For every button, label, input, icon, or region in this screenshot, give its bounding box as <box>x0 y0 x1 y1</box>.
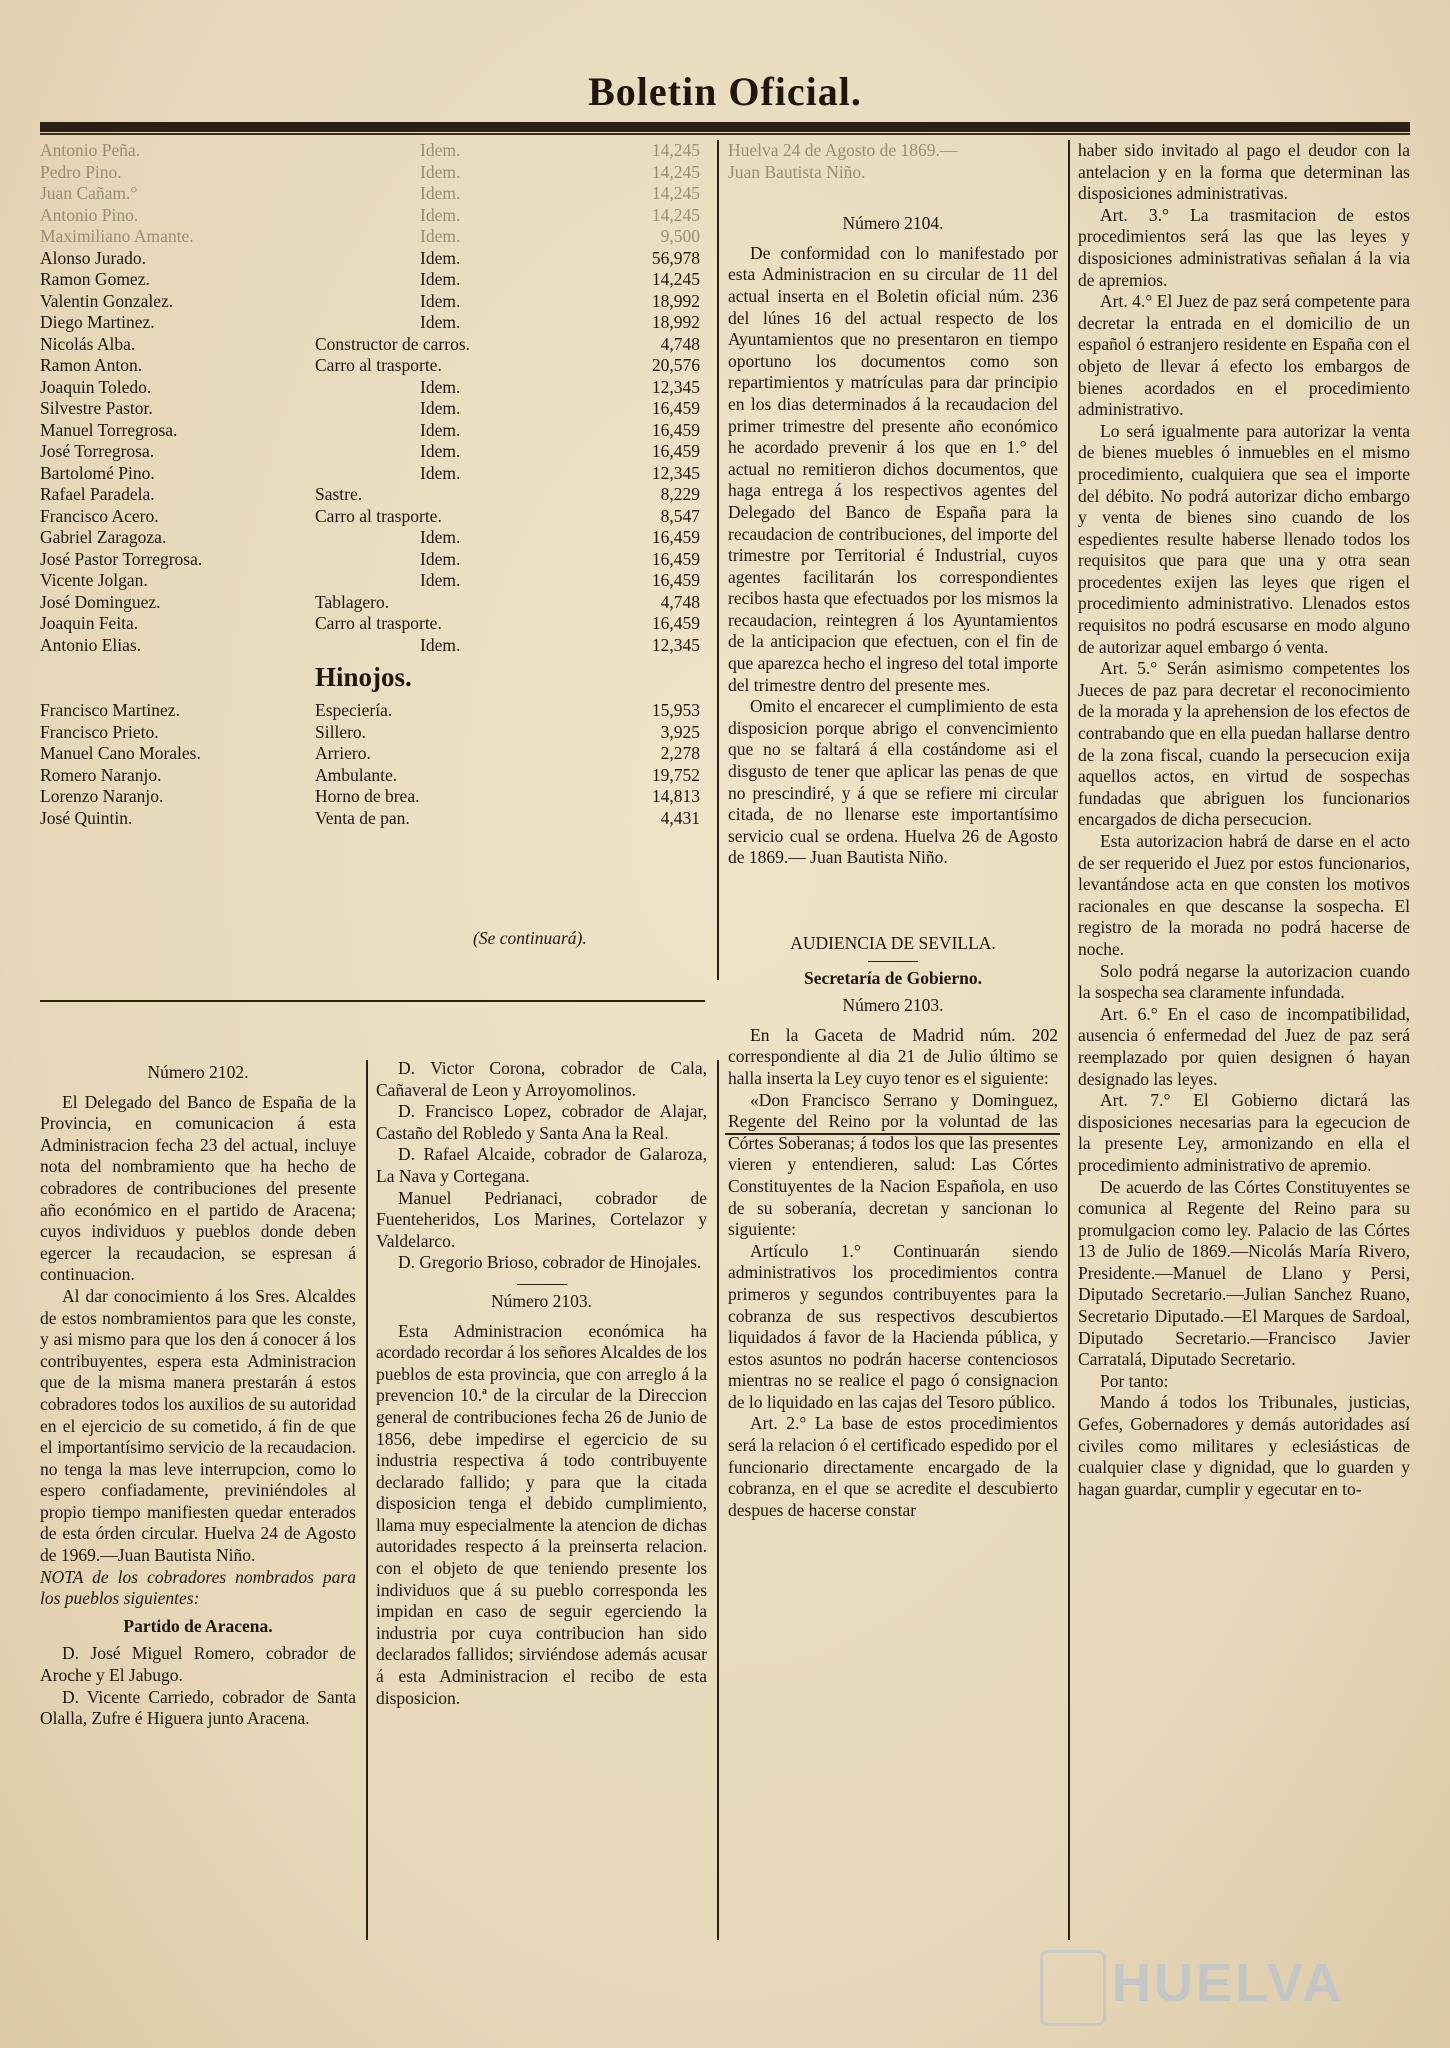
amount: 9,500 <box>660 226 700 246</box>
notice-number: Número 2103. <box>490 1290 593 1311</box>
occupation: Idem. <box>420 226 461 246</box>
collector: D. Gregorio Brioso, cobrador de Hinojales. <box>398 1252 702 1273</box>
notice-number: Número 2102. <box>147 1062 249 1082</box>
occupation: Idem. <box>420 634 461 655</box>
collector: D. Francisco Lopez, cobrador de Alajar, Castaño del Robledo y Santa Ana la Real. <box>376 1101 707 1143</box>
person-name: José Pastor Torregrosa. <box>40 548 203 569</box>
collector: D. José Miguel Romero, cobrador de Aroche y El Jabugo. <box>40 1643 356 1686</box>
list-item <box>40 722 700 744</box>
list-item <box>40 592 700 614</box>
list-item <box>40 355 700 377</box>
list-item <box>40 700 700 722</box>
amount: 14,245 <box>651 183 700 203</box>
person-name: Joaquin Feita. <box>40 613 139 633</box>
occupation: Horno de brea. <box>315 786 420 806</box>
list-item <box>40 248 700 270</box>
occupation: Idem. <box>420 290 461 311</box>
paragraph: Art. 6.° En el caso de incompatibilidad, ausencia ó enfermedad del Juez de paz será reemplazado por quien designen ó hayan designado las leyes. <box>1078 1003 1410 1089</box>
person-name: Francisco Martinez. <box>40 700 180 720</box>
section-heading <box>40 656 700 700</box>
amount: 14,245 <box>651 269 700 289</box>
notice-number: Número 2104. <box>842 213 944 234</box>
amount: 19,752 <box>651 764 700 785</box>
paragraph: Art. 3.° La trasmitacion de estos procedimientos será las que las leyes y disposiciones administrativas señalan á la via de apremios. <box>1078 204 1410 290</box>
person-name: Ramon Gomez. <box>40 269 150 289</box>
amount: 16,459 <box>651 398 700 418</box>
occupation: Sillero. <box>315 721 367 742</box>
person-name: Francisco Acero. <box>40 505 159 526</box>
amount: 14,245 <box>651 140 700 160</box>
list-item <box>40 613 700 635</box>
partido-heading: Partido de Aracena. <box>123 1615 273 1636</box>
section-title: AUDIENCIA DE SEVILLA. <box>790 933 996 953</box>
occupation: Idem. <box>420 247 461 268</box>
signer: Juan Bautista Niño. <box>728 161 866 182</box>
amount: 56,978 <box>651 247 700 268</box>
person-name: Juan Cañam.° <box>40 183 138 203</box>
occupation: Venta de pan. <box>315 807 410 828</box>
amount: 2,278 <box>660 743 700 763</box>
list-item <box>40 226 700 248</box>
amount: 14,245 <box>651 204 700 225</box>
paragraph: Solo podrá negarse la autorizacion cuando la sospecha sea claramente infundada. <box>1078 960 1410 1003</box>
amount: 16,459 <box>651 548 700 569</box>
list-item <box>40 743 700 765</box>
person-name: Manuel Cano Morales. <box>40 743 201 763</box>
occupation: Arriero. <box>315 743 371 763</box>
column-2-bottom <box>376 1058 707 1709</box>
occupation: Idem. <box>420 312 461 332</box>
watermark-text: HUELVA <box>1112 1953 1344 2013</box>
occupation: Idem. <box>420 419 461 440</box>
occupation: Ambulante. <box>315 764 398 785</box>
amount: 18,992 <box>651 312 700 332</box>
amount: 4,748 <box>660 333 700 354</box>
list-item <box>40 269 700 291</box>
paragraph: Lo será igualmente para autorizar la venta de bienes muebles ó inmuebles en el mismo procedimiento, cualquiera que sea el importe del débito. No podrá autorizar dicho embargo y venta de bienes sino cuando de los espedientes resulte haberse llenado todos los requisitos que para que una y otra sean procedentes exijen las leyes que rigen el procedimiento administrativo. Llenados estos requisitos no podrá escusarse en modo alguno de autorizar aquel embargo ó venta. <box>1078 420 1410 657</box>
amount: 16,459 <box>651 441 700 461</box>
person-name: Valentin Gonzalez. <box>40 290 174 311</box>
amount: 20,576 <box>651 355 700 375</box>
paragraph: De conformidad con lo manifestado por esta Administracion en su circular de 11 del actual inserta en el Boletin oficial núm. 236 del lúnes 16 del actual respecto de los Ayuntamientos que no presentaron en tiempo oportuno los documentos como son repartimientos y matrículas para dar principio en los dias determinados á la recaudacion del primer trimestre del presente año económico he acordado prevenir á los que en 1.° del actual no remitieron dichos documentos, que haga entrega á los respectivos agentes del Delegado del Banco de España para la recaudacion de contribuciones, del importe del trimestre por Territorial é Industrial, cuyos agentes facilitarán los correspondientes recibos hasta que efectuados por los mismos la recaudacion, reintegren á los Ayuntamientos de la anticipacion que efectuen, con el fin de que aparezca hecho el ingreso del total importe del trimestre dentro del presente mes. <box>728 242 1058 695</box>
divider <box>868 961 918 962</box>
continued-note: (Se continuará). <box>473 928 587 948</box>
paragraph: Al dar conocimiento á los Sres. Alcaldes de estos nombramientos para que les conste, y asi mismo para que los den á conocer á los contribuyentes, espera esta Administracion que de la misma manera prestarán á estos cobradores todos los auxilios de su autoridad en el ejercicio de su cometido, á fin de que el importantísimo servicio de la recaudacion. no tenga la mas leve interrupcion, como lo espero confiadamente, previniéndoles al propio tiempo manifiesten quedar enterados de esta órden circular. Huelva 24 de Agosto de 1969.—Juan Bautista Niño. <box>40 1285 356 1566</box>
person-name: Manuel Torregrosa. <box>40 419 178 440</box>
amount: 16,459 <box>651 419 700 440</box>
person-name: Francisco Prieto. <box>40 721 159 742</box>
occupation: Idem. <box>420 140 461 160</box>
paragraph: Mando á todos los Tribunales, justicias, Gefes, Gobernadores y demás autoridades así civiles como militares y eclesiásticas de cualquier clase y dignidad, que lo guarden y hagan guardar, cumplir y egecutar en to- <box>1078 1392 1410 1499</box>
list-item <box>40 420 700 442</box>
section-subtitle: Secretaría de Gobierno. <box>803 967 983 988</box>
amount: 15,953 <box>651 700 700 720</box>
occupation: Idem. <box>420 204 461 225</box>
collector: D. Rafael Alcaide, cobrador de Galaroza, La Nava y Cortegana. <box>376 1144 707 1186</box>
column-rule <box>366 1060 368 1940</box>
occupation: Idem. <box>420 548 461 569</box>
person-name: Antonio Pino. <box>40 204 139 225</box>
list-item <box>40 765 700 787</box>
occupation: Carro al trasporte. <box>315 355 442 375</box>
person-name: José Torregrosa. <box>40 441 155 461</box>
person-name: Bartolomé Pino. <box>40 462 155 483</box>
paragraph: Esta autorizacion habrá de darse en el acto de ser requerido el Juez por estos funcionarios, levantándose acta en que consten los motivos racionales en que descanse la sospecha. El registro de la morada no podrá hacerse de noche. <box>1078 831 1410 959</box>
shield-icon <box>1040 1950 1106 2026</box>
hinojos-heading: Hinojos. <box>315 662 412 692</box>
person-name: Maximiliano Amante. <box>40 226 194 246</box>
person-name: Antonio Elias. <box>40 634 142 655</box>
list-item <box>40 441 700 463</box>
person-name: Antonio Peña. <box>40 140 141 160</box>
person-name: Vicente Jolgan. <box>40 570 148 590</box>
notice-number: Número 2103. <box>842 995 944 1016</box>
amount: 4,748 <box>660 591 700 612</box>
amount: 8,229 <box>660 484 700 504</box>
list-item <box>40 463 700 485</box>
list-item <box>40 377 700 399</box>
paragraph: haber sido invitado al pago el deudor con la antelacion y en la forma que determinan las disposiciones administrativas. <box>1078 140 1410 204</box>
paragraph: De acuerdo de las Córtes Constituyentes se comunica al Regente del Reino para su promulgacion como ley. Palacio de las Córtes 13 de Julio de 1869.—Nicolás María Rivero, Presidente.—Manuel de Llano y Persi, Diputado Secretario.—Julian Sanchez Ruano, Secretario Diputado.—El Marques de Sardoal, Diputado Secretario.—Francisco Javier Carratalá, Diputado Secretario. <box>1078 1176 1410 1370</box>
person-name: Ramon Anton. <box>40 355 143 375</box>
paragraph: El Delegado del Banco de España de la Provincia, en comunicacion á esta Administracion fecha 23 del actual, incluye nota del nombramiento que ha hecho de cobradores de contribuciones del presente año económico en el partido de Aracena; cuyos individuos y pueblos donde deben egercer la recaudacion, se espresan á continuacion. <box>40 1091 356 1285</box>
paragraph: Art. 2.° La base de estos procedimientos será la relacion ó el certificado espedido por el funcionario directamente encargado de la cobranza, en el que se acredite el descubierto despues de hacerse constar <box>728 1413 1058 1520</box>
list-item <box>40 527 700 549</box>
amount: 4,431 <box>660 807 700 828</box>
amount: 16,459 <box>651 527 700 547</box>
list-item <box>40 484 700 506</box>
occupation: Carro al trasporte. <box>315 505 442 526</box>
masthead-title: Boletin Oficial. <box>588 69 862 114</box>
person-name: Lorenzo Naranjo. <box>40 786 164 806</box>
person-name: Silvestre Pastor. <box>40 398 153 418</box>
paragraph: Art. 7.° El Gobierno dictará las disposiciones necesarias para la egecucion de la presente Ley, armonizando en ella el procedimiento administrativo de apremio. <box>1078 1090 1410 1175</box>
column-3 <box>728 140 1058 1521</box>
header-rule-thin <box>40 133 1410 135</box>
paragraph: «Don Francisco Serrano y Dominguez, Regente del Reino por la voluntad de las Córtes Soberanas; á todos los que las presentes vieren y entendieren, salud: Las Córtes Constituyentes de la Nacion Española, en uso de su soberanía, decretan y sancionan lo siguiente: <box>728 1089 1058 1240</box>
column-4 <box>1078 140 1410 1500</box>
collector: D. Victor Corona, cobrador de Cala, Cañaveral de Leon y Arroyomolinos. <box>376 1058 707 1100</box>
list-item <box>40 162 700 184</box>
person-name: Gabriel Zaragoza. <box>40 527 167 547</box>
list-item <box>40 635 700 657</box>
list-item <box>40 808 700 830</box>
payments-list <box>40 140 700 829</box>
paragraph: Por tanto: <box>1100 1370 1169 1391</box>
person-name: Romero Naranjo. <box>40 764 162 785</box>
dateline: Huelva 24 de Agosto de 1869.— <box>728 140 958 160</box>
person-name: Nicolás Alba. <box>40 333 136 354</box>
collector: Manuel Pedrianaci, cobrador de Fuenteheridos, Los Marines, Cortelazor y Valdelarco. <box>376 1187 707 1251</box>
column-rule <box>717 140 719 980</box>
list-item <box>40 506 700 528</box>
occupation: Sastre. <box>315 484 363 504</box>
amount: 8,547 <box>660 505 700 526</box>
person-name: José Dominguez. <box>40 591 161 612</box>
person-name: Rafael Paradela. <box>40 484 155 504</box>
person-name: José Quintin. <box>40 807 133 828</box>
column-1-bottom <box>40 1058 356 1730</box>
list-item <box>40 140 700 162</box>
occupation: Tablagero. <box>315 591 390 612</box>
occupation: Idem. <box>420 570 461 590</box>
section-rule <box>40 1000 705 1002</box>
amount: 14,245 <box>651 161 700 182</box>
column-rule <box>717 1060 719 1940</box>
occupation: Idem. <box>420 441 461 461</box>
amount: 18,992 <box>651 290 700 311</box>
amount: 3,925 <box>660 721 700 742</box>
paragraph: Art. 5.° Serán asimismo competentes los Jueces de paz para decretar el reconocimiento de la morada y la aprehension de los efectos de contrabando que en ella puedan hallarse dentro de la zona fiscal, cuando la persecucion exija aquellos actos, en virtud de sospechas fundadas que abriguen los funcionarios encargados de dicha persecucion. <box>1078 658 1410 830</box>
list-item <box>40 312 700 334</box>
list-item <box>40 334 700 356</box>
amount: 16,459 <box>651 613 700 633</box>
list-item <box>40 291 700 313</box>
occupation: Idem. <box>420 269 461 289</box>
occupation: Idem. <box>420 462 461 483</box>
header-rule <box>40 122 1410 132</box>
divider <box>517 1284 567 1285</box>
paragraph: Art. 4.° El Juez de paz será competente para decretar la entrada en el domicilio de un español ó estranjero residente en España con el objeto de llevar á efecto los embargos de bienes acordados en el procedimiento administrativo. <box>1078 291 1410 420</box>
amount: 16,459 <box>651 570 700 590</box>
list-item <box>40 786 700 808</box>
person-name: Pedro Pino. <box>40 161 122 182</box>
list-item <box>40 398 700 420</box>
occupation: Constructor de carros. <box>315 333 471 354</box>
paragraph: Artículo 1.° Continuarán siendo administrativos los procedimientos contra primeros y segundos contribuyentes para la cobranza de sus respectivos descubiertos liquidados á favor de la Hacienda pública, y estos asuntos no podrán hacerse contenciosos mientras no se realice el pago ó consignacion de lo liquidado en las cajas del Tesoro público. <box>728 1240 1058 1412</box>
nota: NOTA de los cobradores nombrados para los pueblos siguientes: <box>40 1566 356 1609</box>
occupation: Idem. <box>420 161 461 182</box>
column-rule <box>1068 140 1070 1940</box>
list-item <box>40 205 700 227</box>
paragraph: Esta Administracion económica ha acordado recordar á los señores Alcaldes de los pueblos de esta provincia, que con arreglo á la prevencion 10.ª de la circular de la Direccion general de contribuciones fecha 26 de Junio de 1856, debe impedirse el egercicio de su industria respectiva á todo contribuyente declarado fallido; y para que la citada disposicion tenga el debido cumplimiento, llama muy especialmente la atencion de dichas autoridades respecto á la preinserta relacion. con el objeto de que teniendo presente los individuos que á su pueblo corresponda les impidan en caso de seguir egerciendo la industria por cuya contribucion han sido declarados fallidos; sirviéndose además acusar á esta Administracion el recibo de esta disposicion. <box>376 1320 707 1708</box>
person-name: Joaquin Toledo. <box>40 376 152 397</box>
occupation: Especiería. <box>315 700 393 720</box>
paragraph: En la Gaceta de Madrid núm. 202 correspondiente al dia 21 de Julio último se halla inserta la Ley cuyo tenor es el siguiente: <box>728 1024 1058 1088</box>
amount: 14,813 <box>651 786 700 806</box>
amount: 12,345 <box>651 462 700 483</box>
occupation: Idem. <box>420 376 461 397</box>
occupation: Idem. <box>420 183 461 203</box>
person-name: Alonso Jurado. <box>40 247 146 268</box>
collector: D. Vicente Carriedo, cobrador de Santa Olalla, Zufre é Higuera junto Aracena. <box>40 1686 356 1729</box>
amount: 12,345 <box>651 376 700 397</box>
list-item <box>40 570 700 592</box>
person-name: Diego Martinez. <box>40 312 155 332</box>
list-item <box>40 183 700 205</box>
occupation: Idem. <box>420 398 461 418</box>
paragraph: Omito el encarecer el cumplimiento de esta disposicion porque abrigo el convencimiento que no se faltará á ella costándome asi el disgusto de tener que aplicar las penas de que no prescindiré, y á que se refiere mi circular citada, de no llenarse este importantísimo servicio cual se ordena. Huelva 26 de Agosto de 1869.— Juan Bautista Niño. <box>728 696 1058 868</box>
amount: 12,345 <box>651 634 700 655</box>
occupation: Carro al trasporte. <box>315 613 442 633</box>
list-item <box>40 549 700 571</box>
occupation: Idem. <box>420 527 461 547</box>
